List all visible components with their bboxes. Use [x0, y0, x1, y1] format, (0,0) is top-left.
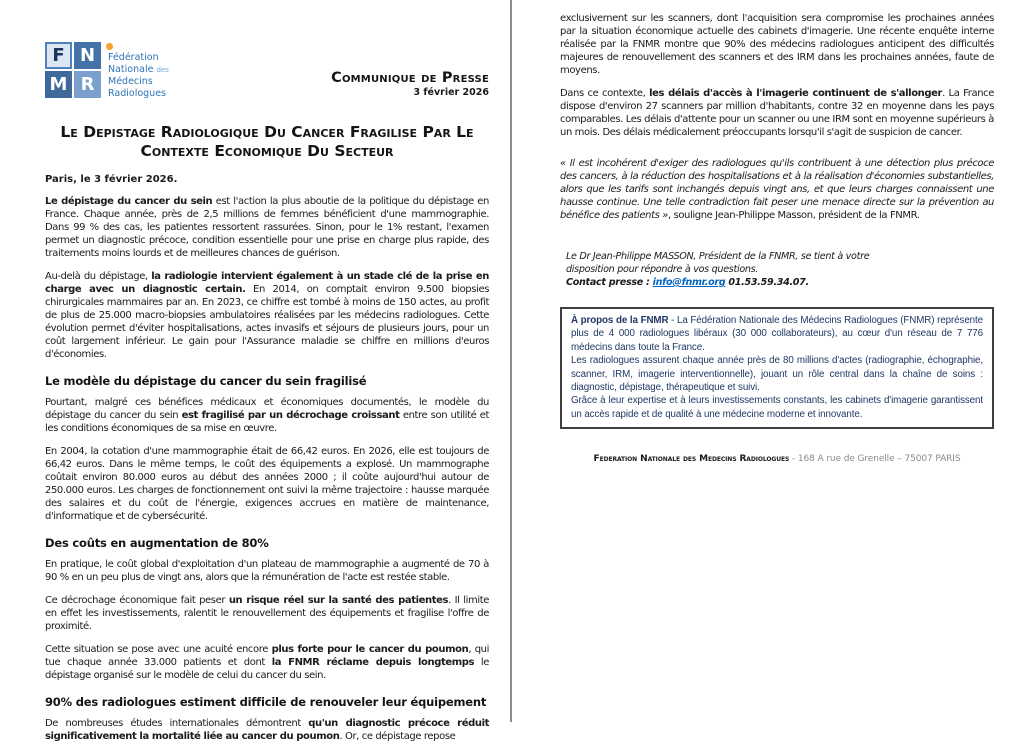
- contact-block: [566, 250, 878, 289]
- about-paragraph: Les radiologues assurent chaque année près de 80 millions d'actes (radiographie, échographie, scanner, IRM, imagerie interventionnelle), jouant un rôle central dans la chaîne de soins : diagnostic, dépistage, thérapeutique et suivi.: [571, 355, 983, 394]
- logo-letter-f: F: [45, 42, 72, 69]
- text-run: , souligne Jean-Philippe Masson, président de la FNMR.: [667, 210, 920, 221]
- about-fnmr-box: [560, 307, 994, 429]
- doc-meta: [331, 70, 489, 99]
- document-title: Le Depistage Radiologique Du Cancer Fragilise Par Le Contexte Economique Du Secteur: [60, 123, 474, 160]
- text-run: Contact presse :: [566, 277, 653, 288]
- doc-type-label: Communique de Presse: [331, 70, 489, 86]
- text-run: plus forte pour le cancer du poumon: [271, 644, 469, 655]
- doc-date: 3 février 2026: [413, 87, 489, 98]
- about-paragraph: [571, 314, 983, 354]
- quote-paragraph: [560, 157, 994, 222]
- contact-availability-note: [566, 250, 878, 276]
- logo-org-line: Fédération: [108, 52, 159, 63]
- text-run: . La France dispose d'environ 27 scanners par million d'habitants, contre 32 en moyenne dans les pays comparables. Les délais d'attente pour un scanner ou une IRM sont en moyenne supérieurs à un mois. Des délais médicalement préoccupants lorsqu'il s'agit de suspicion de cancer.: [560, 88, 994, 138]
- body-paragraph: [45, 643, 489, 682]
- page-1: [0, 0, 511, 742]
- text-run: Cette situation se pose avec une acuité encore: [45, 644, 272, 655]
- page-divider: [510, 0, 512, 722]
- text-run: la radiologie intervient également à un stade clé de la prise en charge avec un diagnostic certain.: [45, 271, 489, 295]
- text-run: . Il limite en effet les investissements, ralentit le renouvellement des équipements et fragilise l'offre de proximité.: [45, 595, 489, 632]
- text-run: À propos de la FNMR: [571, 315, 669, 326]
- body-paragraph: En 2004, la cotation d'une mammographie était de 66,42 euros. En 2026, elle est toujours de 66,42 euros. Dans le même temps, le coût des équipements a explosé. Un mammographe coûtait environ 80.000 euros au début des années 2000 ; il coûte aujourd'hui autour de 250.000 euros. Les charges de fonctionnement ont suivi la même trajectoire : hausse marquée des salaires et du coût de l'énergie, exigences accrues en matière de maintenance, d'informatique et de cybersécurité.: [45, 446, 489, 522]
- logo-letter-n: N: [74, 42, 101, 69]
- text-run: - La Fédération Nationale des Médecins Radiologues (FNMR) représente plus de 4 000 radiologues libéraux (30 000 collaborateurs), au cœur d'un réseau de 7 776 médecins dans toute la France.: [571, 315, 983, 353]
- body-paragraph: exclusivement sur les scanners, dont l'acquisition sera compromise les prochaines années par la situation économique actuelle des cabinets d'imagerie. Une récente enquête interne réalisée par la FNMR montre que 90% des médecins radiologues anticipent des difficultés majeures de renouvellement des scanners et des IRM dans les prochaines années, faute de moyens.: [560, 13, 994, 76]
- fnmr-logo: [45, 42, 169, 99]
- logo-letter-m: M: [45, 71, 72, 98]
- body-paragraph: [45, 594, 489, 633]
- text-run: Pourtant, malgré ces bénéfices médicaux et économiques documentés, le modèle du dépistage du cancer du sein: [45, 397, 489, 421]
- logo-org-line: [108, 64, 169, 77]
- email-link[interactable]: info@fnmr.org: [652, 277, 726, 288]
- section-heading: 90% des radiologues estiment difficile de renouveler leur équipement: [45, 695, 487, 709]
- fnmr-logo-grid: [45, 42, 101, 99]
- logo-org-line: Médecins: [108, 76, 153, 87]
- body-paragraph: En pratique, le coût global d'exploitation d'un plateau de mammographie a augmenté de 70 à 90 % en un peu plus de vingt ans, alors que la rémunération de l'acte est restée stable.: [45, 559, 489, 583]
- page-2: [513, 0, 1024, 722]
- text-run: En 2014, on comptait environ 9.500 biopsies chirurgicales mammaires par an. En 2023, ce chiffre est tombé à moins de 150 actes, au profit de plus de 25.000 macro-biopsies ambulatoires réalisées par les médecins radiologues. Cette évolution permet d'éviter hospitalisations, actes invasifs et séjours de plusieurs jours, pour un coût largement inférieur. Le gain pour l'Assurance maladie se chiffre en millions d'euros d'économies.: [45, 284, 490, 360]
- body-paragraph: [45, 195, 489, 260]
- text-run: est l'action la plus aboutie de la politique du dépistage en France. Chaque année, près de 2,5 millions de femmes bénéficient d'une mammographie. Dans 99 % des cas, les patientes ressortent rassurées. Sinon, pour le 1% restant, l'examen permet un diagnostic précoce, condition essentielle pour une prise en charge plus rapide, des traitements moins lourds et de meilleures chances de guérison.: [45, 196, 489, 259]
- text-run: est fragilisé par un décrochage croissant: [181, 410, 400, 421]
- dateline: Paris, le 3 février 2026.: [45, 174, 178, 185]
- footer-address: - 168 A rue de Grenelle – 75007 PARIS: [791, 454, 961, 465]
- text-run: le dépistage organisé sur le modèle de celui du cancer du sein.: [45, 657, 489, 681]
- logo-orange-dot-icon: [106, 43, 113, 50]
- text-run: Le dépistage du cancer du sein: [45, 196, 213, 207]
- text-run: un risque réel sur la santé des patientes: [228, 595, 449, 606]
- body-paragraph: [45, 717, 489, 743]
- logo-org-line: Radiologues: [108, 87, 166, 99]
- text-run: les délais d'accès à l'imagerie continuent de s'allonger: [649, 88, 943, 99]
- text-run: Ce décrochage économique fait peser: [45, 595, 229, 606]
- text-run: Au-delà du dépistage,: [45, 271, 152, 282]
- about-paragraph: Grâce à leur expertise et à leurs investissements constants, les cabinets d'imagerie garantissent un accès rapide et de qualité à une médecine moderne et innovante.: [571, 395, 983, 420]
- text-run: la FNMR réclame depuis longtemps: [271, 657, 475, 668]
- text-run: Dans ce contexte,: [560, 88, 650, 99]
- text-run: « Il est incohérent d'exiger des radiologues qu'ils contribuent à une détection plus précoce des cancers, à la réduction des hospitalisations et à la réalisation d'économies substantielles, alors que les tarifs sont inchangés depuis vingt ans, et que leurs charges connaissent une hausse continue. Une telle contradiction fait peser une menace directe sur la prévention au bénéfice des patients »: [560, 158, 994, 221]
- section-heading: Le modèle du dépistage du cancer du sein fragilisé: [45, 374, 367, 388]
- text-run: De nombreuses études internationales démontrent: [45, 718, 309, 729]
- text-run: entre son utilité et les conditions économiques de sa mise en œuvre.: [45, 410, 490, 434]
- text-run: Le Dr Jean-Philippe MASSON, Président de la FNMR, se tient à votre disposition pour répondre à vos questions.: [566, 251, 870, 275]
- footer-org-name: Federation Nationale des Medecins Radiologues: [593, 454, 790, 465]
- logo-org-word: Nationale: [108, 63, 154, 75]
- section-heading: Des coûts en augmentation de 80%: [45, 536, 269, 550]
- body-paragraph: [560, 87, 994, 139]
- logo-org-name: [108, 42, 169, 99]
- body-paragraph: [45, 396, 489, 435]
- footer: [560, 454, 994, 464]
- contact-press-line: [566, 276, 878, 289]
- text-run: , qui tue chaque année 33.000 patients et dont: [45, 644, 489, 668]
- logo-letter-r: R: [74, 71, 101, 98]
- page1-header: [45, 42, 489, 99]
- text-run: qu'un diagnostic précoce réduit significativement la mortalité liée au cancer du poumon: [45, 718, 489, 742]
- body-paragraph: [45, 270, 489, 361]
- text-run: . Or, ce dépistage repose: [339, 731, 456, 742]
- logo-org-word-small: des: [156, 65, 169, 74]
- text-run: 01.53.59.34.07.: [725, 277, 809, 288]
